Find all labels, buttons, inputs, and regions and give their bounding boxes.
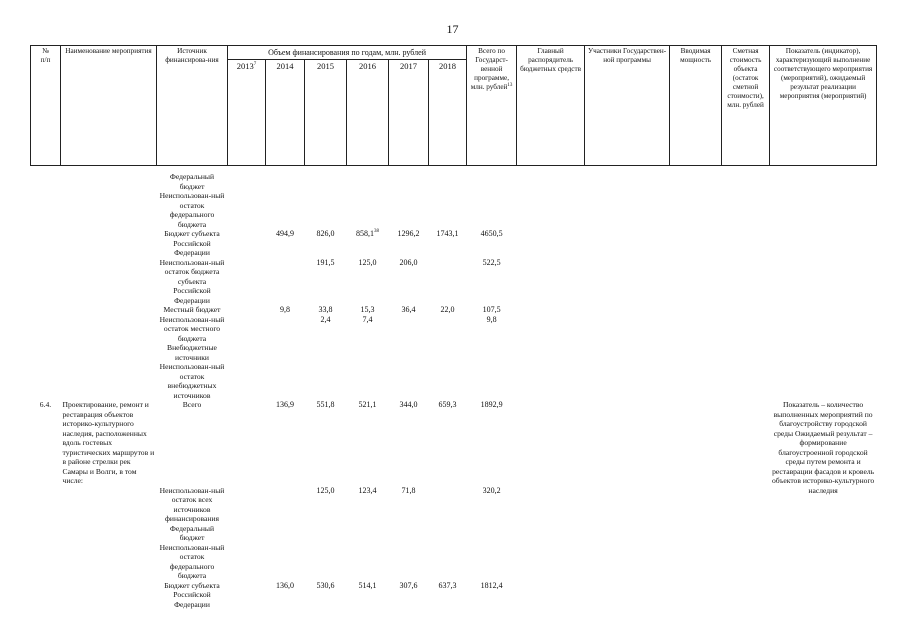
row-indicator bbox=[770, 343, 877, 362]
row-year-value bbox=[429, 524, 467, 543]
row-year-value: 494,9 bbox=[276, 229, 294, 238]
row-year-value: 637,3 bbox=[438, 580, 457, 590]
row-year-value bbox=[266, 524, 305, 543]
header-year: 2015 bbox=[305, 60, 347, 166]
row-cost bbox=[722, 343, 770, 362]
row-year-value bbox=[266, 258, 305, 306]
row-manager bbox=[517, 172, 585, 191]
row-source: Внебюджетные источники bbox=[167, 343, 217, 362]
row-year-value: 191,5 bbox=[316, 257, 335, 267]
row-year-value bbox=[389, 315, 429, 344]
row-number bbox=[31, 524, 61, 543]
row-year-value: 33,8 bbox=[318, 305, 333, 314]
row-cost bbox=[722, 315, 770, 344]
row-cost bbox=[722, 258, 770, 306]
row-manager bbox=[517, 305, 585, 315]
row-indicator: Показатель – количество выполненных мероприятий по благоустройству городской среды Ожидаемый результат – формирование благоустроенной городской среды путем ремонта и реставрации фасадов и кровель объектов историко-культурного наследия bbox=[771, 400, 875, 495]
row-year-value: 125,0 bbox=[358, 257, 377, 267]
row-activity-name bbox=[61, 486, 157, 524]
row-year-value: 15,3 bbox=[360, 305, 375, 314]
row-number bbox=[31, 229, 61, 258]
row-total bbox=[467, 191, 517, 229]
header-year: 2016 bbox=[347, 60, 389, 166]
row-total: 320,2 bbox=[482, 485, 501, 495]
header-manager: Главный распорядитель бюджетных средств bbox=[517, 46, 585, 166]
row-manager bbox=[517, 191, 585, 229]
row-year-value bbox=[228, 191, 266, 229]
row-participants bbox=[585, 543, 670, 581]
row-number bbox=[31, 486, 61, 524]
row-year-value bbox=[347, 343, 389, 362]
row-year-value bbox=[266, 543, 305, 581]
row-year-value bbox=[305, 191, 347, 229]
table-row bbox=[31, 258, 877, 306]
row-year-value: 9,8 bbox=[280, 305, 290, 314]
row-number bbox=[31, 581, 61, 610]
row-year-value bbox=[429, 191, 467, 229]
row-year-value bbox=[429, 258, 467, 306]
header-indicator: Показатель (индикатор), характеризующий выполнение соответствующего мероприятия (мероприятий), ожидаемый результат реализации мероприятия (мероприятий) bbox=[770, 46, 877, 166]
row-indicator bbox=[770, 315, 877, 344]
row-year-value bbox=[228, 343, 266, 362]
row-manager bbox=[517, 315, 585, 344]
table-row bbox=[31, 486, 877, 524]
row-capacity bbox=[670, 343, 722, 362]
header-number: № п/п bbox=[31, 46, 61, 166]
row-total bbox=[467, 543, 517, 581]
row-year-value bbox=[389, 524, 429, 543]
row-capacity bbox=[670, 315, 722, 344]
row-source: Неиспользован-ный остаток бюджета субъекта Российской Федерации bbox=[159, 257, 225, 305]
row-year-value: 307,6 bbox=[399, 580, 418, 590]
row-year-value: 1743,1 bbox=[436, 229, 459, 238]
row-activity-name bbox=[61, 581, 157, 610]
table-row bbox=[31, 315, 877, 344]
header-cost: Сметная стоимость объекта (остаток сметной стоимости), млн. рублей bbox=[722, 46, 770, 166]
row-total: 9,8 bbox=[486, 314, 497, 324]
row-participants bbox=[585, 400, 670, 486]
row-year-value bbox=[266, 486, 305, 524]
row-year-value bbox=[429, 486, 467, 524]
row-year-value bbox=[347, 362, 389, 400]
table-row bbox=[31, 343, 877, 362]
row-participants bbox=[585, 362, 670, 400]
table-row bbox=[31, 524, 877, 543]
row-cost bbox=[722, 543, 770, 581]
row-capacity bbox=[670, 543, 722, 581]
row-capacity bbox=[670, 172, 722, 191]
financing-table bbox=[30, 45, 877, 609]
row-activity-name bbox=[61, 172, 157, 191]
row-activity-name: Проектирование, ремонт и реставрация объектов историко-культурного наследия, расположенных вдоль гостевых туристических маршрутов и в районе стрелки рек Самары и Волги, в том числе: bbox=[62, 400, 155, 485]
row-activity-name bbox=[61, 362, 157, 400]
row-total: 1812,4 bbox=[480, 580, 503, 590]
row-source: Федеральный бюджет bbox=[169, 172, 215, 191]
header-name: Наименование мероприятия bbox=[61, 46, 157, 166]
header-year: 2014 bbox=[266, 60, 305, 166]
row-year-value bbox=[305, 343, 347, 362]
row-indicator bbox=[770, 305, 877, 315]
row-capacity bbox=[670, 362, 722, 400]
row-year-value bbox=[228, 486, 266, 524]
row-indicator bbox=[770, 258, 877, 306]
row-number: 6.4. bbox=[39, 400, 52, 409]
row-cost bbox=[722, 362, 770, 400]
header-capacity: Вводимая мощность bbox=[670, 46, 722, 166]
page-number: 17 bbox=[446, 22, 459, 36]
row-source: Местный бюджет bbox=[163, 305, 221, 314]
row-year-value: 659,3 bbox=[438, 400, 457, 409]
row-capacity bbox=[670, 191, 722, 229]
header-year: 2017 bbox=[389, 60, 429, 166]
header-participants: Участники Государствен-ной программы bbox=[585, 46, 670, 166]
row-year-value bbox=[429, 362, 467, 400]
row-participants bbox=[585, 258, 670, 306]
row-number bbox=[31, 362, 61, 400]
row-year-value: 71,8 bbox=[401, 485, 416, 495]
row-capacity bbox=[670, 258, 722, 306]
row-number bbox=[31, 543, 61, 581]
row-participants bbox=[585, 343, 670, 362]
row-manager bbox=[517, 524, 585, 543]
row-participants bbox=[585, 315, 670, 344]
row-total: 522,5 bbox=[482, 257, 501, 267]
row-year-value bbox=[347, 524, 389, 543]
row-year-value: 7,4 bbox=[362, 314, 373, 324]
header-source: Источник финансирова-ния bbox=[157, 46, 228, 166]
row-year-value bbox=[228, 362, 266, 400]
row-total: 107,5 bbox=[482, 305, 501, 314]
table-row bbox=[31, 581, 877, 610]
row-indicator bbox=[770, 229, 877, 258]
row-total bbox=[467, 524, 517, 543]
table-row bbox=[31, 191, 877, 229]
row-year-value bbox=[305, 543, 347, 581]
table-row bbox=[31, 400, 877, 486]
row-manager bbox=[517, 581, 585, 610]
row-year-value bbox=[347, 191, 389, 229]
row-year-value bbox=[228, 400, 266, 486]
row-capacity bbox=[670, 486, 722, 524]
row-year-value bbox=[389, 191, 429, 229]
row-cost bbox=[722, 486, 770, 524]
row-manager bbox=[517, 362, 585, 400]
table-row bbox=[31, 305, 877, 315]
header-total: Всего по Государст-венной программе, млн. рублей$^{13}$ bbox=[467, 46, 517, 166]
row-indicator bbox=[770, 191, 877, 229]
row-number bbox=[31, 172, 61, 191]
row-manager bbox=[517, 486, 585, 524]
row-capacity bbox=[670, 305, 722, 315]
row-year-value: 514,1 bbox=[358, 580, 377, 590]
row-year-value: 136,9 bbox=[276, 400, 294, 409]
row-year-value: 206,0 bbox=[399, 257, 418, 267]
header-volume: Объем финансирования по годам, млн. рублей bbox=[228, 46, 467, 60]
row-capacity bbox=[670, 400, 722, 486]
row-indicator bbox=[770, 172, 877, 191]
row-year-value bbox=[429, 315, 467, 344]
row-year-value bbox=[305, 524, 347, 543]
row-year-value bbox=[228, 543, 266, 581]
row-number bbox=[31, 258, 61, 306]
row-capacity bbox=[670, 524, 722, 543]
row-cost bbox=[722, 191, 770, 229]
row-total bbox=[467, 172, 517, 191]
row-number bbox=[31, 343, 61, 362]
row-year-value: 136,0 bbox=[276, 580, 294, 590]
row-year-value bbox=[228, 229, 266, 258]
row-year-value bbox=[266, 343, 305, 362]
row-year-value: 36,4 bbox=[401, 305, 416, 314]
row-manager bbox=[517, 258, 585, 306]
table-row bbox=[31, 229, 877, 258]
table-row bbox=[31, 362, 877, 400]
row-year-value bbox=[389, 362, 429, 400]
row-year-value bbox=[305, 172, 347, 191]
row-cost bbox=[722, 172, 770, 191]
row-year-value: 826,0 bbox=[316, 229, 335, 238]
row-activity-name bbox=[61, 258, 157, 306]
row-source: Неиспользован-ный остаток всех источников финансирования bbox=[159, 485, 225, 523]
row-participants bbox=[585, 486, 670, 524]
row-year-value bbox=[228, 315, 266, 344]
row-capacity bbox=[670, 229, 722, 258]
row-year-value bbox=[389, 343, 429, 362]
row-year-value bbox=[228, 305, 266, 315]
row-number bbox=[31, 191, 61, 229]
row-number bbox=[31, 315, 61, 344]
row-year-value bbox=[228, 258, 266, 306]
table-row bbox=[31, 543, 877, 581]
row-year-value: 521,1 bbox=[358, 400, 377, 409]
row-year-value bbox=[228, 581, 266, 610]
row-year-value: 1296,2 bbox=[397, 229, 420, 238]
row-cost bbox=[722, 400, 770, 486]
row-manager bbox=[517, 400, 585, 486]
row-year-value bbox=[305, 362, 347, 400]
row-activity-name bbox=[61, 315, 157, 344]
row-manager bbox=[517, 343, 585, 362]
row-total bbox=[467, 362, 517, 400]
row-manager bbox=[517, 543, 585, 581]
row-year-value bbox=[347, 172, 389, 191]
row-year-value bbox=[228, 524, 266, 543]
row-year-value bbox=[429, 343, 467, 362]
row-cost bbox=[722, 229, 770, 258]
row-year-value bbox=[429, 543, 467, 581]
row-cost bbox=[722, 524, 770, 543]
row-year-value bbox=[266, 172, 305, 191]
row-source: Неиспользован-ный остаток внебюджетных источников bbox=[159, 362, 225, 400]
header-year: 2013$^7$ bbox=[228, 60, 266, 166]
row-source: Федеральный бюджет bbox=[169, 523, 215, 542]
row-participants bbox=[585, 191, 670, 229]
row-year-value: 344,0 bbox=[399, 400, 418, 409]
row-year-value: 22,0 bbox=[440, 305, 455, 314]
row-total: 1892,9 bbox=[480, 400, 503, 409]
row-year-value bbox=[389, 172, 429, 191]
row-activity-name bbox=[61, 191, 157, 229]
row-year-value: 2,4 bbox=[320, 314, 331, 324]
row-activity-name bbox=[61, 305, 157, 315]
row-year-value bbox=[228, 172, 266, 191]
row-participants bbox=[585, 581, 670, 610]
row-year-value: 530,6 bbox=[316, 580, 335, 590]
header-year: 2018 bbox=[429, 60, 467, 166]
row-manager bbox=[517, 229, 585, 258]
row-total bbox=[467, 343, 517, 362]
row-source: Неиспользован-ный остаток федерального бюджета bbox=[159, 191, 225, 229]
row-year-value: 858,1$^{38}$ bbox=[356, 229, 379, 238]
table-row bbox=[31, 172, 877, 191]
row-cost bbox=[722, 305, 770, 315]
table-body bbox=[31, 166, 877, 610]
row-activity-name bbox=[61, 343, 157, 362]
row-source: Бюджет субъекта Российской Федерации bbox=[164, 580, 220, 609]
row-source: Неиспользован-ный остаток федерального бюджета bbox=[159, 542, 225, 580]
row-activity-name bbox=[61, 543, 157, 581]
row-source: Неиспользован-ный остаток местного бюджета bbox=[159, 314, 225, 343]
row-source: Бюджет субъекта Российской Федерации bbox=[164, 229, 220, 257]
row-activity-name bbox=[61, 229, 157, 258]
row-indicator bbox=[770, 362, 877, 400]
row-year-value: 123,4 bbox=[358, 485, 377, 495]
row-source: Всего bbox=[182, 400, 202, 409]
row-year-value bbox=[266, 362, 305, 400]
row-participants bbox=[585, 172, 670, 191]
row-number bbox=[31, 305, 61, 315]
row-year-value: 551,8 bbox=[316, 400, 335, 409]
row-capacity bbox=[670, 581, 722, 610]
row-year-value bbox=[389, 543, 429, 581]
row-year-value bbox=[429, 172, 467, 191]
row-year-value bbox=[266, 315, 305, 344]
row-year-value: 125,0 bbox=[316, 485, 335, 495]
row-total: 4650,5 bbox=[480, 229, 503, 238]
row-year-value bbox=[347, 543, 389, 581]
row-cost bbox=[722, 581, 770, 610]
row-participants bbox=[585, 305, 670, 315]
row-participants bbox=[585, 229, 670, 258]
row-participants bbox=[585, 524, 670, 543]
row-activity-name bbox=[61, 524, 157, 543]
row-year-value bbox=[266, 191, 305, 229]
